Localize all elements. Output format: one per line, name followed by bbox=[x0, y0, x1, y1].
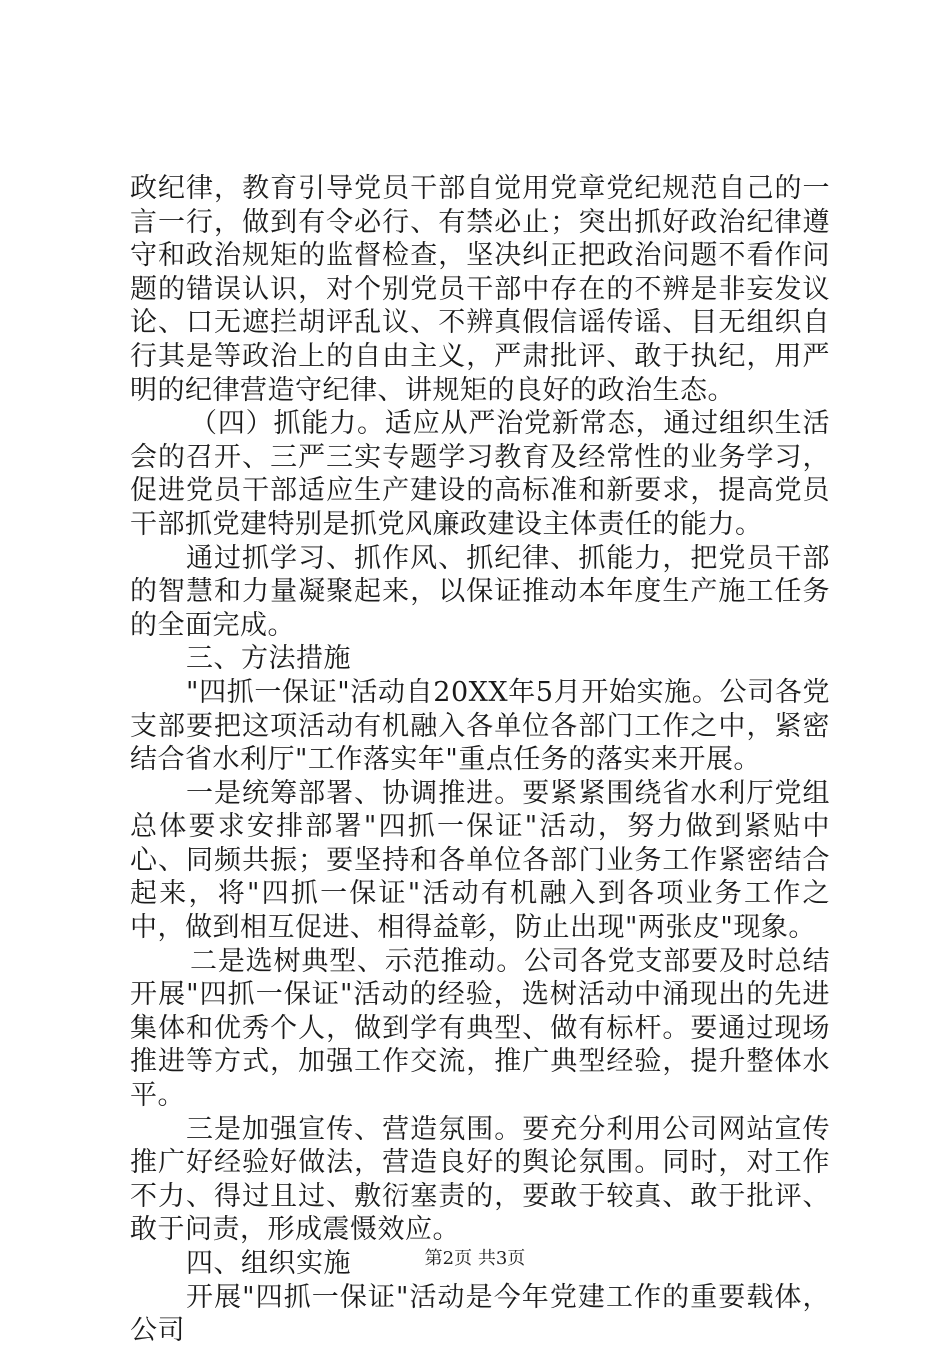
section-heading-organization: 四、组织实施 bbox=[186, 1248, 351, 1279]
paragraph-measure-two: 二是选树典型、示范推动。公司各党支部要及时总结开展"四抓一保证"活动的经验，选树活动中涌现出的先进集体和优秀个人，做到学有典型、做有标杆。要通过现场推进等方式，加强工作交流，推广典型经验，提升整体水平。 bbox=[130, 945, 830, 1112]
page-number-footer: 第2页 共3页 bbox=[424, 1248, 526, 1269]
paragraph-activity-start: "四抓一保证"活动自20XX年5月开始实施。公司各党支部要把这项活动有机融入各单位各部门工作之中，紧密结合省水利厅"工作落实年"重点任务的落实来开展。 bbox=[130, 676, 830, 776]
paragraph-organization: 开展"四抓一保证"活动是今年党建工作的重要载体，公司 bbox=[130, 1281, 830, 1347]
section-heading-methods: 三、方法措施 bbox=[186, 643, 351, 675]
paragraph-summary: 通过抓学习、抓作风、抓纪律、抓能力，把党员干部的智慧和力量凝聚起来，以保证推动本年度生产施工任务的全面完成。 bbox=[130, 542, 830, 641]
paragraph-political-discipline: 政纪律，教育引导党员干部自觉用党章党纪规范自己的一言一行，做到有令必行、有禁必止；突出抓好政治纪律遵守和政治规矩的监督检查，坚决纠正把政治问题不看作问题的错误认识，对个别党员干部中存在的不辨是非妄发议论、口无遮拦胡评乱议、不辨真假信谣传谣、目无组织自行其是等政治上的自由主义，严肃批评、敢于执纪，用严明的纪律营造守纪律、讲规矩的良好的政治生态。 bbox=[130, 173, 830, 406]
paragraph-measure-three: 三是加强宣传、营造氛围。要充分利用公司网站宣传推广好经验好做法，营造良好的舆论氛围。同时，对工作不力、得过且过、敷衍塞责的，要敢于较真、敢于批评、敢于问责，形成震慑效应。 bbox=[130, 1113, 830, 1246]
paragraph-measure-one: 一是统筹部署、协调推进。要紧紧围绕省水利厅党组总体要求安排部署"四抓一保证"活动，努力做到紧贴中心、同频共振；要坚持和各单位各部门业务工作紧密结合起来，将"四抓一保证"活动有机融入到各项业务工作之中，做到相互促进、相得益彰，防止出现"两张皮"现象。 bbox=[130, 777, 830, 944]
paragraph-ability: （四）抓能力。适应从严治党新常态，通过组织生活会的召开、三严三实专题学习教育及经常性的业务学习，促进党员干部适应生产建设的高标准和新要求，提高党员干部抓党建特别是抓党风廉政建设主体责任的能力。 bbox=[130, 408, 830, 540]
document-body bbox=[130, 172, 830, 1348]
